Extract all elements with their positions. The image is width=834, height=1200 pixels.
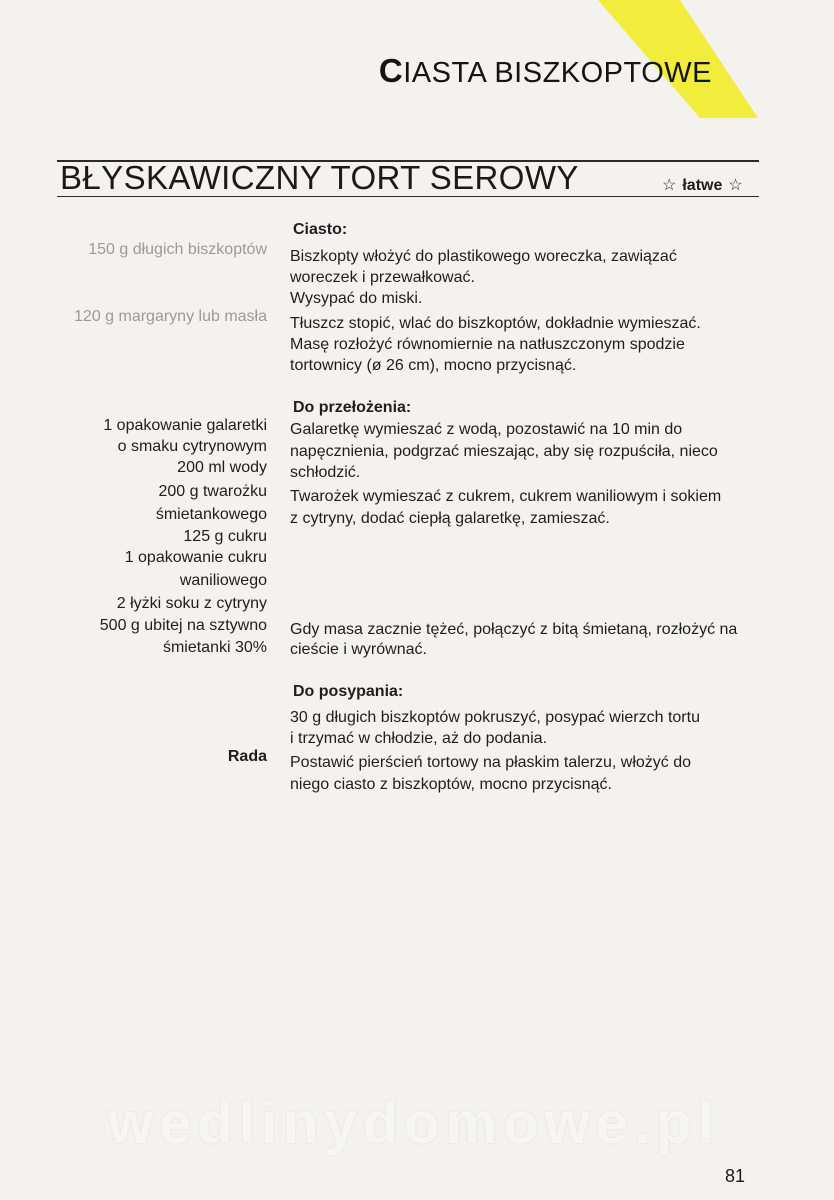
instruction-line: z cytryny, dodać ciepłą galaretkę, zamieszać.: [290, 510, 610, 527]
ingredient-line: o smaku cytrynowym: [117, 438, 267, 455]
watermark: wedlinydomowe.pl: [108, 1091, 720, 1156]
ingredient-line: 200 ml wody: [177, 459, 267, 476]
ingredient-line: śmietankowego: [155, 506, 267, 523]
section-heading-topping: Do posypania:: [293, 683, 404, 700]
star-icon: ☆: [728, 177, 743, 194]
instruction-line: Masę rozłożyć równomiernie na natłuszczonym spodzie: [290, 336, 685, 353]
tip-label: Rada: [227, 748, 267, 765]
section-heading-base: Ciasto:: [293, 221, 348, 238]
page-number: 81: [725, 1166, 746, 1186]
instruction-line: Tłuszcz stopić, wlać do biszkoptów, dokładnie wymieszać.: [290, 315, 701, 332]
recipe-title: BŁYSKAWICZNY TORT SEROWY: [60, 159, 579, 196]
instruction-line: cieście i wyrównać.: [290, 641, 427, 658]
instruction-line: Wysypać do miski.: [290, 290, 423, 307]
ingredient-line: waniliowego: [179, 572, 267, 589]
ingredient-line: 125 g cukru: [183, 528, 267, 545]
instruction-line: Gdy masa zacznie tężeć, połączyć z bitą śmietaną, rozłożyć na: [290, 621, 738, 638]
ingredient-line: 150 g długich biszkoptów: [88, 241, 267, 258]
instruction-line: 30 g długich biszkoptów pokruszyć, posypać wierzch tortu: [290, 709, 700, 726]
instruction-line: Postawić pierścień tortowy na płaskim talerzu, włożyć do: [290, 754, 692, 771]
ingredient-line: 2 łyżki soku z cytryny: [116, 595, 267, 612]
ingredient-line: 1 opakowanie galaretki: [103, 417, 267, 434]
difficulty-rating: [662, 175, 743, 195]
ingredient-line: 1 opakowanie cukru: [124, 549, 267, 566]
instruction-line: Biszkopty włożyć do plastikowego woreczka, zawiązać: [290, 248, 677, 265]
ingredient-line: 500 g ubitej na sztywno: [99, 617, 267, 634]
instruction-line: niego ciasto z biszkoptów, mocno przycisnąć.: [290, 776, 612, 793]
instruction-line: schłodzić.: [290, 464, 361, 481]
star-icon: ☆: [662, 177, 677, 194]
instruction-line: tortownicy (ø 26 cm), mocno przycisnąć.: [290, 357, 577, 374]
title-rule-bottom: [57, 196, 759, 197]
ingredient-line: 120 g margaryny lub masła: [74, 308, 267, 325]
ingredient-line: 200 g twarożku: [158, 483, 267, 500]
ingredient-line: śmietanki 30%: [162, 639, 267, 656]
instruction-line: Twarożek wymieszać z cukrem, cukrem waniliowym i sokiem: [290, 488, 722, 505]
instruction-line: woreczek i przewałkować.: [290, 269, 475, 286]
section-heading-filling: Do przełożenia:: [293, 399, 412, 416]
instruction-line: napęcznienia, podgrzać mieszając, aby się rozpuściła, nieco: [290, 443, 718, 460]
difficulty-label: łatwe: [682, 177, 723, 194]
instruction-line: i trzymać w chłodzie, aż do podania.: [290, 730, 548, 747]
chapter-title: CIASTA BISZKOPTOWE: [378, 52, 712, 89]
instruction-line: Galaretkę wymieszać z wodą, pozostawić na 10 min do: [290, 421, 683, 438]
